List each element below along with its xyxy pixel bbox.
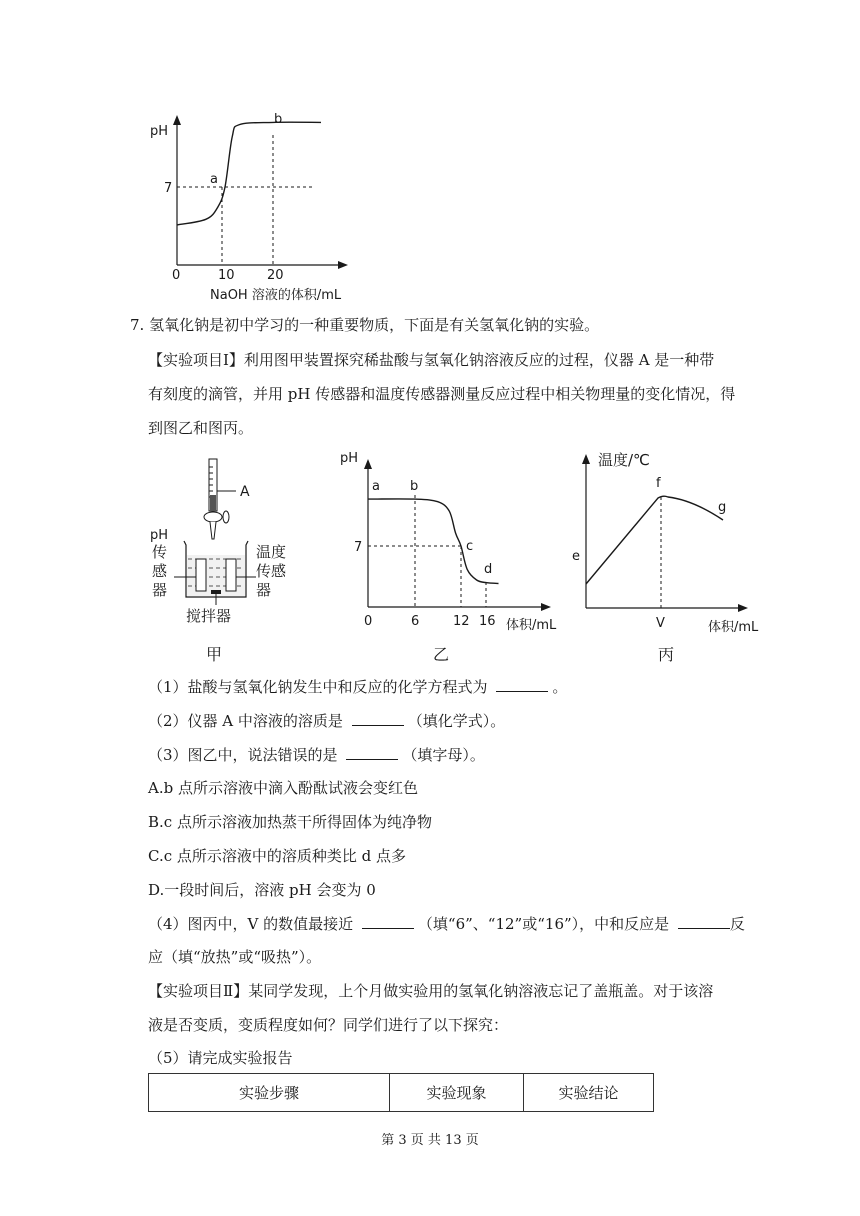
- top-chart-y-arrow: [173, 115, 181, 125]
- yi-xlabel: 体积/mL: [506, 618, 557, 633]
- sub-question-3-end: （填字母）。: [402, 746, 485, 764]
- top-chart-point-b: b: [274, 112, 283, 127]
- burette-stopcock: [204, 512, 222, 522]
- yi-x-tick-6: 6: [411, 614, 420, 629]
- temp-sensor-label-2: 器: [256, 581, 272, 599]
- top-chart-xlabel: NaOH 溶液的体积/mL: [210, 288, 342, 303]
- yi-x-tick-0: 0: [364, 614, 373, 629]
- bing-y-arrow: [582, 454, 590, 464]
- bing-curve: [586, 496, 723, 584]
- caption-bing: 丙: [658, 645, 675, 664]
- sub-question-4-text-c: 反: [729, 915, 745, 933]
- sub-question-2-end: （填化学式）。: [407, 712, 506, 730]
- project1-line3: 到图乙和图丙。: [148, 419, 254, 437]
- sub-question-4-part-a: [148, 914, 730, 934]
- sub-question-1: [148, 677, 567, 697]
- yi-point-c: c: [466, 539, 474, 554]
- sub-question-5: （5）请完成实验报告: [148, 1049, 293, 1067]
- bing-point-e: e: [572, 549, 580, 564]
- answer-blank-4a[interactable]: [362, 914, 414, 929]
- top-chart-x-tick-20: 20: [267, 268, 284, 283]
- option-C: C.c 点所示溶液中的溶质种类比 d 点多: [148, 847, 407, 865]
- report-header-row: [149, 1074, 654, 1112]
- bing-xlabel: 体积/mL: [708, 620, 759, 635]
- temp-sensor-probe: [226, 559, 236, 591]
- yi-ylabel: pH: [340, 451, 359, 466]
- label-A: A: [240, 484, 250, 500]
- project1-line1: 【实验项目Ⅰ】利用图甲装置探究稀盐酸与氢氧化钠溶液反应的过程，仪器 A 是一种带: [148, 351, 715, 369]
- caption-jia: 甲: [206, 645, 223, 664]
- ph-sensor-label-3: 器: [152, 581, 168, 599]
- stirrer-bar: [211, 590, 221, 594]
- project1-line2: 有刻度的滴管，并用 pH 传感器和温度传感器测量反应过程中相关物理量的变化情况，得: [148, 385, 736, 403]
- apparatus-diagram: [148, 455, 288, 635]
- option-D: D.一段时间后，溶液 pH 会变为 0: [148, 881, 376, 899]
- temp-sensor-label-0: 温度: [256, 543, 287, 561]
- sub-question-4-line1: [148, 914, 745, 934]
- top-chart-x-tick-0: 0: [172, 268, 181, 283]
- project2-line1: 【实验项目Ⅱ】某同学发现，上个月做实验用的氢氧化钠溶液忘记了盖瓶盖。对于该溶: [148, 982, 714, 1000]
- chart-bing: [568, 445, 768, 635]
- answer-blank-4b[interactable]: [678, 914, 730, 929]
- header-phenomena: 实验现象: [390, 1074, 524, 1112]
- ph-sensor-label-2: 感: [152, 562, 168, 580]
- burette-liquid: [210, 495, 216, 511]
- page-footer: 第 3 页 共 13 页: [381, 1133, 479, 1148]
- yi-x-arrow: [541, 603, 551, 611]
- question-7-stem: 7. 氢氧化钠是初中学习的一种重要物质，下面是有关氢氧化钠的实验。: [130, 316, 600, 334]
- yi-curve: [368, 499, 499, 584]
- top-chart-curve: [177, 122, 321, 225]
- stirrer-label: 搅拌器: [186, 607, 232, 625]
- ph-sensor-label-1: 传: [152, 543, 168, 561]
- sub-question-4-line2: 应（填“放热”或“吸热”）。: [148, 948, 322, 966]
- sub-question-2: [148, 711, 505, 731]
- burette-tip: [210, 522, 216, 539]
- answer-blank-1[interactable]: [496, 677, 548, 692]
- chart-yi: [338, 450, 568, 635]
- top-chart-point-a: a: [210, 172, 218, 187]
- bing-x-arrow: [738, 604, 748, 612]
- answer-blank-2[interactable]: [352, 711, 404, 726]
- option-B: B.c 点所示溶液加热蒸干所得固体为纯净物: [148, 813, 432, 831]
- sub-question-1-end: 。: [552, 678, 568, 696]
- top-chart-ylabel: pH: [150, 124, 169, 139]
- sub-question-3-text: （3）图乙中，说法错误的是: [148, 746, 343, 764]
- stopcock-handle: [223, 511, 229, 523]
- yi-x-tick-12: 12: [453, 614, 470, 629]
- yi-point-b: b: [410, 479, 419, 494]
- bing-point-g: g: [718, 500, 727, 515]
- top-ph-chart: [140, 105, 360, 305]
- sub-question-4-text-a: （4）图丙中，V 的数值最接近: [148, 915, 358, 933]
- header-conclusion: 实验结论: [523, 1074, 653, 1112]
- temp-sensor-label-1: 传感: [256, 562, 287, 580]
- bing-ylabel: 温度/℃: [598, 451, 650, 469]
- bing-x-tick-V: V: [656, 616, 665, 631]
- caption-yi: 乙: [433, 645, 450, 664]
- experiment-report-table: [148, 1073, 654, 1112]
- top-chart-y-tick-7: 7: [164, 181, 173, 196]
- ph-sensor-probe: [196, 559, 206, 591]
- header-steps: 实验步骤: [149, 1074, 390, 1112]
- sub-question-2-text: （2）仪器 A 中溶液的溶质是: [148, 712, 348, 730]
- yi-point-d: d: [484, 562, 493, 577]
- sub-question-3: [148, 745, 485, 765]
- option-A: A.b 点所示溶液中滴入酚酞试液会变红色: [148, 779, 418, 797]
- top-chart-x-tick-10: 10: [218, 268, 235, 283]
- ph-sensor-label-0: pH: [150, 528, 169, 543]
- answer-blank-3[interactable]: [346, 745, 398, 760]
- project2-line2: 液是否变质，变质程度如何？同学们进行了以下探究：: [148, 1016, 509, 1034]
- sub-question-1-text: （1）盐酸与氢氧化钠发生中和反应的化学方程式为: [148, 678, 493, 696]
- yi-point-a: a: [372, 479, 380, 494]
- yi-y-arrow: [364, 459, 372, 469]
- top-chart-x-arrow: [338, 261, 348, 269]
- yi-y-tick-7: 7: [354, 540, 363, 555]
- yi-x-tick-16: 16: [479, 614, 496, 629]
- sub-question-4-text-b: （填“6”、“12”或“16”），中和反应是: [417, 915, 674, 933]
- bing-point-f: f: [656, 476, 661, 491]
